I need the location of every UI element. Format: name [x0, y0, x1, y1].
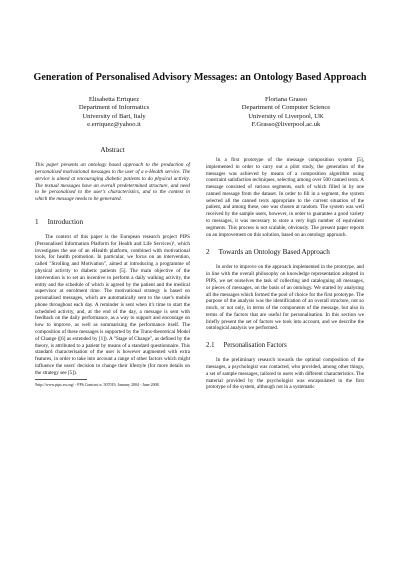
section-title: Towards an Ontology Based Approach	[218, 248, 330, 257]
right-column	[206, 146, 364, 391]
author-email: F.Grasso@liverpool.ac.uk	[251, 120, 321, 128]
subsection-number: 2.1	[206, 342, 215, 350]
author-university: University of Liverpool, UK	[248, 112, 324, 120]
author-name: Elisabetta Erriquez	[88, 96, 140, 103]
author-block-2	[216, 96, 356, 129]
section-number: 1	[35, 218, 39, 227]
section-heading-ontology	[206, 248, 364, 257]
subsection-heading-personalisation	[206, 341, 364, 350]
paper-title: Generation of Personalised Advisory Messages: an Ontology Based Approach	[33, 72, 367, 83]
footnote: ¹http://www.pips.eu.org/ - FP6 Contract n. 507019, January 2004 - June 2008.	[35, 382, 160, 388]
abstract-heading: Abstract	[100, 146, 125, 154]
left-column	[35, 146, 190, 388]
author-department: Department of Computer Science	[241, 104, 331, 112]
abstract-text: This paper presents an ontology based approach to the production of personalised motivational messages to the user of a e-Health service. The service is aimed at encouraging diabetic patients to do physical activity. The textual messages have an overall predetermined structure, and need to be personalised to the user's characteristics, and to the context in which the message needs to be generated.	[35, 162, 190, 203]
intro-paragraph: The context of this paper is the European research project PIPS (Personalised Information Platform for Health and Life Services)¹, which investigates the use of an eHealth platform, combined with motivational tools, for health promotion. In particular, we focus on an intervention, called "Strolling and Motivation", aimed at introducing a programme of physical activity to diabetic patients [5]. The main objective of the intervention is to set an incentive to perform a daily walking activity, the entity and the schedule of which is agreed by the patient and the medical supervisor at enrolment time. The motivational strategy is based on personalised messages, which are automatically sent to the user's mobile phone throughout each day. A reminder is sent when it's time to start the scheduled activity, and, at the end of the day, a message is sent with feedback on the daily performance, as a way to support and encourage on how to improve, as well as summarising the performance itself. The composition of these messages is supported by the Trans-theoretical Model of Change ([6] as extended by [1]). A "Stage of Change", as defined by the theory, is attributed to a patient by means of a standard questionnaire. This standard characterisation of the user is however augmented with extra features, in order to take into account a range of other factors which might influence the users' decision to change their lifestyle (for more details on the strategy see [5]).	[35, 234, 190, 376]
author-email: e.erriquez@yahoo.it	[87, 120, 141, 128]
personalisation-paragraph: In the preliminary research towards the optimal composition of the messages, a psychologist was contacted, who provided, among other things, a set of sample messages, tailored to users with different characteristics. The material provided by the psychologist was encapsulated in the first prototype of the system, although not in a systematic	[206, 357, 364, 391]
footnote-rule	[35, 379, 87, 380]
ontology-paragraph: In order to improve on the approach implemented in the prototype, and in line with the overall philosophy on knowledge representation adopted in PIPS, we set ourselves the task of collecting and cataloguing all messages, or pieces of messages, on the basis of an ontology. We started by analysing all the messages which formed the pool of choice for the first prototype. The purpose of the analysis was the identification of an overall structure, not so much, or not only, in terms of the components of the message, but also in terms of the factors that are useful for personalisation. In this section we briefly present the set of factors we took into account, and we describe the ontological analysis we performed.	[206, 264, 364, 332]
section-heading-introduction	[35, 218, 190, 227]
author-block-1	[44, 96, 184, 129]
author-name: Floriana Grasso	[265, 96, 307, 103]
author-department: Department of Informatics	[78, 104, 150, 112]
subsection-title: Personalisation Factors	[223, 342, 287, 350]
author-university: University of Bari, Italy	[82, 112, 146, 120]
section-number: 2	[206, 248, 210, 257]
section-title: Introduction	[47, 218, 84, 227]
prototype-paragraph: In a first prototype of the message composition system [5], implemented in order to carry out a pilot study, the generation of the messages was achieved by means of a composition algorithm using constraint satisfaction techniques, selecting among over 500 canned texts. A message consisted of various segments, each of which filled in by one canned message from the dataset. In order to fill in a segment, the system selected all the canned texts appropriate to the current situation of the patient, and among these, one was chosen at random. The system was well received by the sample users, however, in order to guarantee a good variety to messages, it was necessary to store a very high number of equivalent segments. This process is not scalable, obviously. The present paper reports on an improvement on this solution, based on an ontology approach.	[206, 157, 364, 238]
